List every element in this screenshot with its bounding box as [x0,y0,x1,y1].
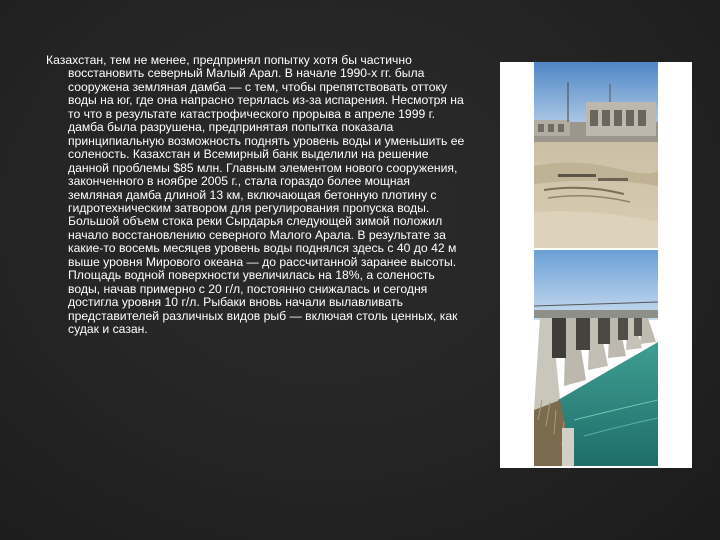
dam-construction-photo [534,62,658,248]
body-paragraph: Казахстан, тем не менее, предпринял попытку хотя бы частично восстановить северный Малый Арал. В начале 1990-х гг. была сооружена земляная дамба — с тем, чтобы препятствовать оттоку воды на юг, где она напрасно терялась из-за испарения. Несмотря на то что в результате катастрофического прорыва в апреле 1999 г. дамба была разрушена, предпринятая попытка показала принципиальную возможность поднять уровень воды и уменьшить ее соленость. Казахстан и Всемирный банк выделили на решение данной проблемы $85 млн. Главным элементом нового сооружения, законченного в ноябре 2005 г., стала гораздо более мощная земляная дамба длиной 13 км, включающая бетонную плотину с гидротехническим затвором для регулирования пропуска воды. Большой объем стока реки Сырдарья следующей зимой положил начало восстановлению северного Малого Арала. В результате за какие-то восемь месяцев уровень воды поднялся здесь с 40 до 42 м выше уровня Мирового океана — до рассчитанной заранее высоты. Площадь водной поверхности увеличилась на 18%, а соленость воды, начав примерно с 20 г/л, постоянно снижалась и сегодня достигла уровня 10 г/л. Рыбаки вновь начали вылавливать представителей различных видов рыб — включая столь ценных, как судак и сазан. [46,53,465,337]
dam-sluice-photo [534,250,658,466]
